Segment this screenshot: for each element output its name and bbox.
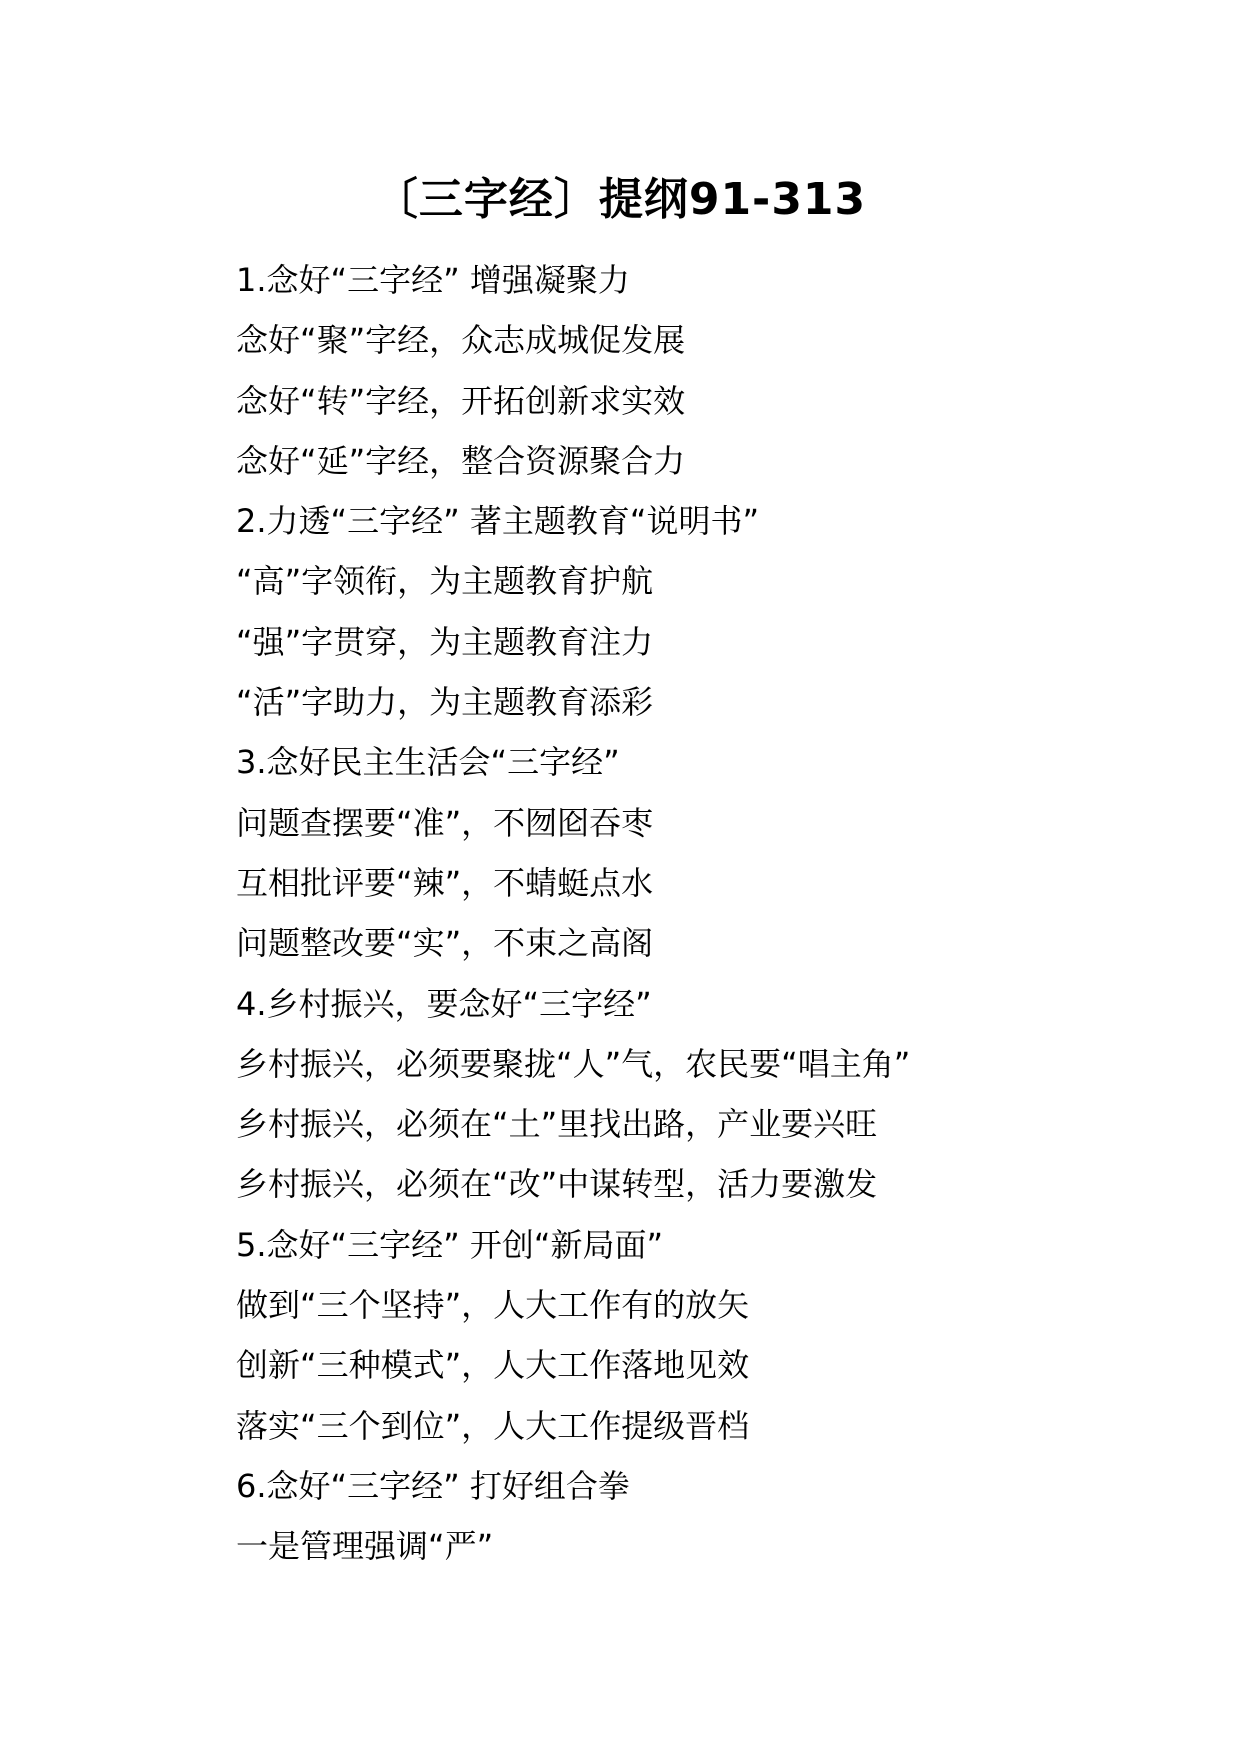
text-line: 乡村振兴，必须在“改”中谋转型，活力要激发 bbox=[236, 1165, 878, 1204]
text-line: 互相批评要“辣”，不蜻蜓点水 bbox=[236, 863, 654, 902]
text-line: 乡村振兴，必须在“土”里找出路，产业要兴旺 bbox=[236, 1105, 878, 1144]
text-line: “高”字领衔，为主题教育护航 bbox=[236, 562, 654, 601]
text-line: 2.力透“三字经” 著主题教育“说明书” bbox=[236, 502, 760, 541]
text-line: 乡村振兴，必须要聚拢“人”气，农民要“唱主角” bbox=[236, 1044, 911, 1083]
text-line: “活”字助力，为主题教育添彩 bbox=[236, 683, 654, 722]
text-line: 一是管理强调“严” bbox=[236, 1527, 494, 1566]
text-line: 念好“延”字经，整合资源聚合力 bbox=[236, 441, 686, 480]
text-line: 3.念好民主生活会“三字经” bbox=[236, 743, 620, 782]
text-line: 5.念好“三字经” 开创“新局面” bbox=[236, 1225, 664, 1264]
text-line: 念好“转”字经，开拓创新求实效 bbox=[236, 381, 686, 420]
text-line: “强”字贯穿，为主题教育注力 bbox=[236, 622, 654, 661]
text-line: 创新“三种模式”，人大工作落地见效 bbox=[236, 1346, 750, 1385]
document-title: 〔三字经〕提纲91-313 bbox=[373, 174, 867, 225]
text-line: 落实“三个到位”，人大工作提级晋档 bbox=[236, 1406, 750, 1445]
text-line: 问题查摆要“准”，不囫囵吞枣 bbox=[236, 803, 654, 842]
text-line: 做到“三个坚持”，人大工作有的放矢 bbox=[236, 1286, 750, 1325]
text-line: 念好“聚”字经，众志成城促发展 bbox=[236, 321, 686, 360]
text-line: 问题整改要“实”，不束之高阁 bbox=[236, 924, 654, 963]
text-line: 1.念好“三字经” 增强凝聚力 bbox=[236, 261, 630, 299]
text-line: 4.乡村振兴，要念好“三字经” bbox=[236, 984, 652, 1023]
text-line: 6.念好“三字经” 打好组合拳 bbox=[236, 1466, 630, 1505]
document-body bbox=[236, 250, 1216, 1577]
